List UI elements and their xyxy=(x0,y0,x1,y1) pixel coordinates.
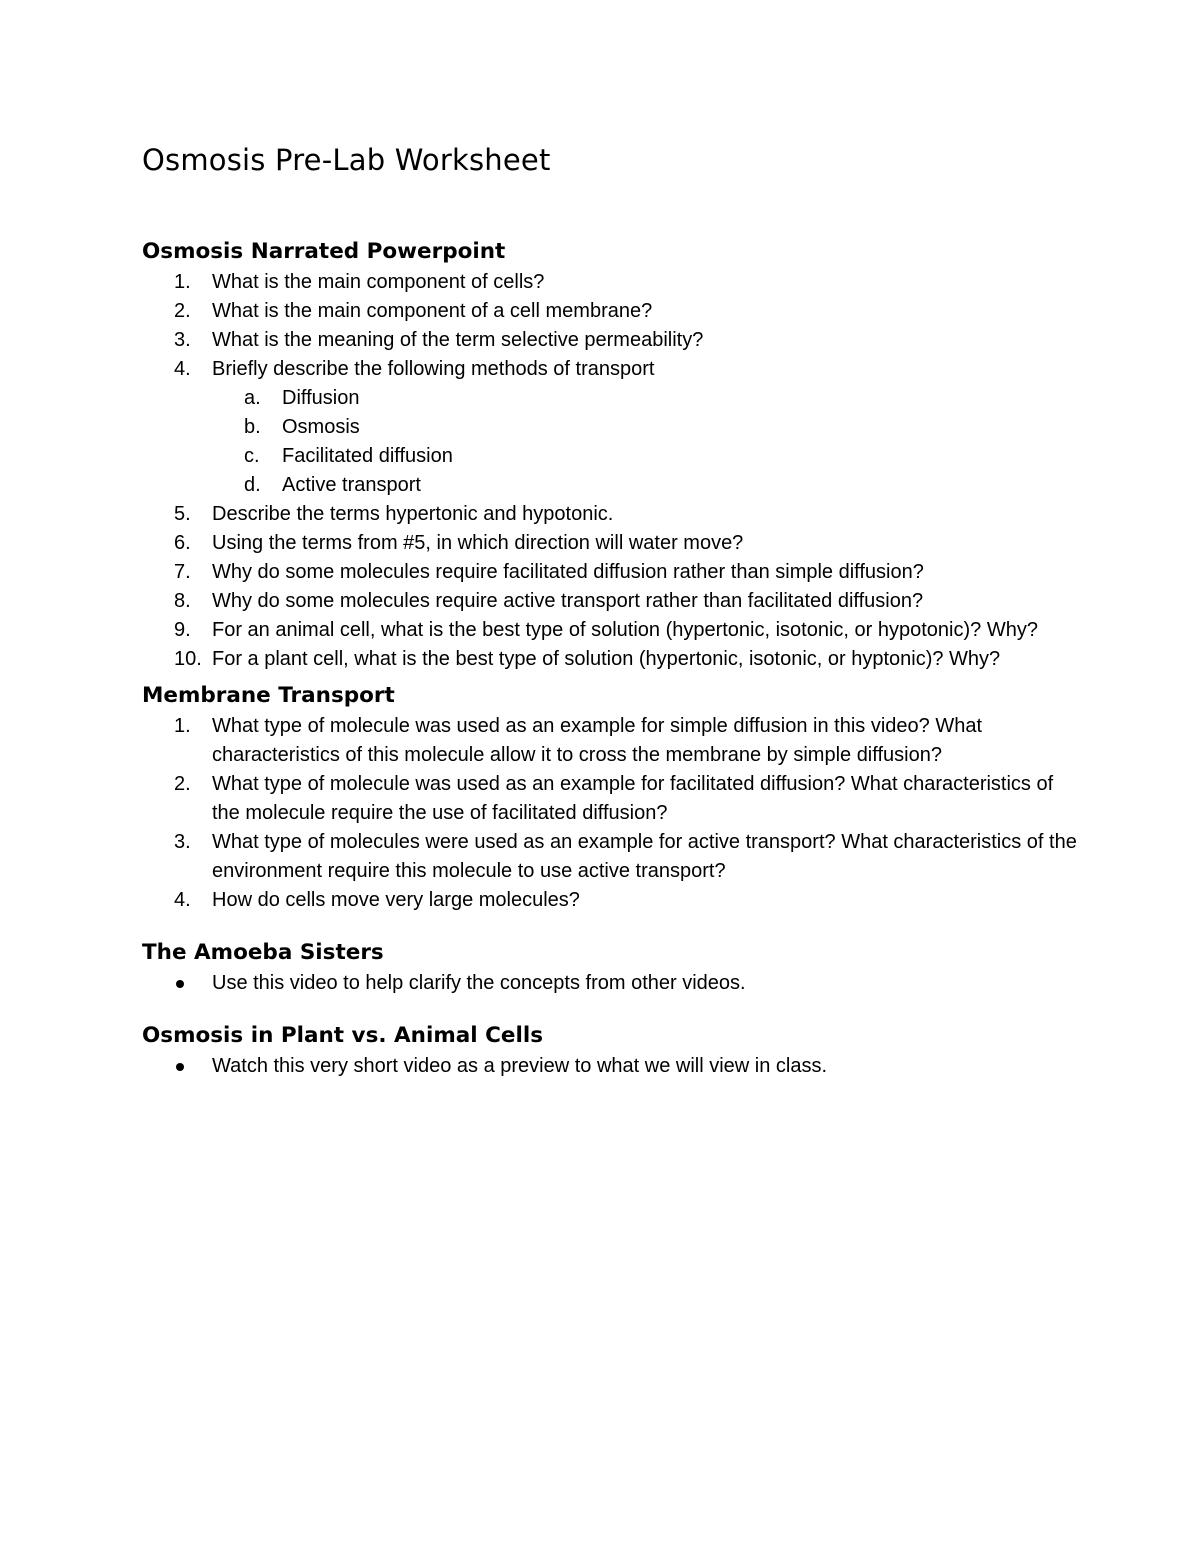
question-item xyxy=(142,529,1082,558)
question-text: Why do some molecules require active transport rather than facilitated diffusion? xyxy=(212,590,924,612)
question-list xyxy=(142,268,1082,674)
question-text: Briefly describe the following methods of transport xyxy=(212,358,655,380)
section-heading: The Amoeba Sisters xyxy=(142,940,384,965)
bullet-text: Watch this very short video as a preview to what we will view in class. xyxy=(212,1055,828,1077)
question-number: 5. xyxy=(174,503,191,525)
question-item xyxy=(142,712,1082,770)
bullet-item xyxy=(142,969,1082,998)
question-item xyxy=(142,268,1082,297)
page-title: Osmosis Pre-Lab Worksheet xyxy=(142,143,551,177)
question-number: 2. xyxy=(174,773,191,795)
question-number: 1. xyxy=(174,271,191,293)
question-item xyxy=(142,355,1082,500)
bullet-dot-icon xyxy=(176,980,184,988)
question-number: 10. xyxy=(174,648,202,670)
question-item xyxy=(142,587,1082,616)
section-plant-vs-animal xyxy=(142,1020,1082,1081)
sub-question-item xyxy=(212,442,1082,471)
sub-question-item xyxy=(212,471,1082,500)
sub-question-text: Osmosis xyxy=(282,416,360,438)
sub-question-letter: b. xyxy=(244,416,261,438)
bullet-list xyxy=(142,969,1082,998)
worksheet-page xyxy=(142,140,1082,1081)
question-item xyxy=(142,616,1082,645)
question-item xyxy=(142,770,1082,828)
question-number: 3. xyxy=(174,329,191,351)
question-text: What is the main component of cells? xyxy=(212,271,545,293)
question-text: What type of molecules were used as an example for active transport? What characteristics of the environment require this molecule to use active transport? xyxy=(212,831,1077,882)
question-number: 3. xyxy=(174,831,191,853)
question-number: 4. xyxy=(174,889,191,911)
sub-question-letter: d. xyxy=(244,474,261,496)
section-membrane-transport xyxy=(142,680,1082,915)
question-item xyxy=(142,828,1082,886)
question-text: Using the terms from #5, in which direction will water move? xyxy=(212,532,744,554)
sub-question-text: Active transport xyxy=(282,474,421,496)
question-text: What type of molecule was used as an example for facilitated diffusion? What characteristics of the molecule require the use of facilitated diffusion? xyxy=(212,773,1054,824)
sub-question-text: Facilitated diffusion xyxy=(282,445,453,467)
sub-question-list xyxy=(212,384,1082,500)
sub-question-text: Diffusion xyxy=(282,387,360,409)
section-heading: Osmosis in Plant vs. Animal Cells xyxy=(142,1023,544,1048)
question-text: What is the meaning of the term selective permeability? xyxy=(212,329,704,351)
question-number: 4. xyxy=(174,358,191,380)
question-item xyxy=(142,326,1082,355)
sub-question-item xyxy=(212,384,1082,413)
sub-question-letter: a. xyxy=(244,387,261,409)
question-number: 2. xyxy=(174,300,191,322)
question-text: What is the main component of a cell membrane? xyxy=(212,300,653,322)
question-text: Why do some molecules require facilitated diffusion rather than simple diffusion? xyxy=(212,561,924,583)
question-item xyxy=(142,645,1082,674)
question-text: How do cells move very large molecules? xyxy=(212,889,580,911)
question-item xyxy=(142,558,1082,587)
bullet-dot-icon xyxy=(176,1063,184,1071)
question-item xyxy=(142,297,1082,326)
question-number: 6. xyxy=(174,532,191,554)
question-item xyxy=(142,886,1082,915)
question-text: What type of molecule was used as an example for simple diffusion in this video? What characteristics of this molecule allow it to cross the membrane by simple diffusion? xyxy=(212,715,983,766)
bullet-text: Use this video to help clarify the concepts from other videos. xyxy=(212,972,746,994)
sub-question-letter: c. xyxy=(244,445,260,467)
bullet-list xyxy=(142,1052,1082,1081)
question-item xyxy=(142,500,1082,529)
question-number: 8. xyxy=(174,590,191,612)
bullet-item xyxy=(142,1052,1082,1081)
question-number: 7. xyxy=(174,561,191,583)
section-amoeba-sisters xyxy=(142,937,1082,998)
section-heading: Osmosis Narrated Powerpoint xyxy=(142,239,506,264)
question-text: For an animal cell, what is the best type of solution (hypertonic, isotonic, or hypotonic)? Why? xyxy=(212,619,1038,641)
question-number: 1. xyxy=(174,715,191,737)
question-text: Describe the terms hypertonic and hypotonic. xyxy=(212,503,614,525)
section-heading: Membrane Transport xyxy=(142,683,395,708)
question-list xyxy=(142,712,1082,915)
question-text: For a plant cell, what is the best type of solution (hypertonic, isotonic, or hyptonic)? Why? xyxy=(212,648,1001,670)
question-number: 9. xyxy=(174,619,191,641)
sub-question-item xyxy=(212,413,1082,442)
section-narrated-powerpoint xyxy=(142,236,1082,674)
